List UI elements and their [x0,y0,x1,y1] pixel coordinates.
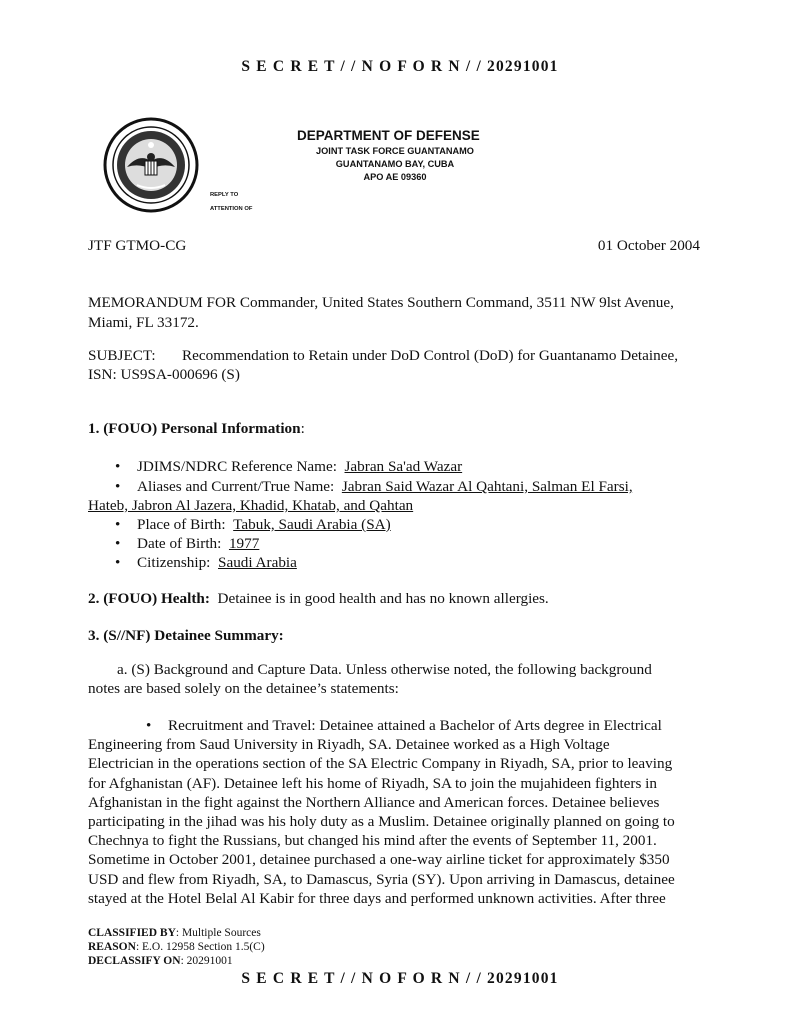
list-item: • Citizenship: Saudi Arabia [115,553,430,572]
list-item: • JDIMS/NDRC Reference Name: Jabran Sa'ad Wazar [115,458,463,475]
recruitment-paragraph [88,716,706,908]
subject-line2: ISN: US9SA-000696 (S) [88,366,240,383]
section2-heading: 2. (FOUO) Health: [88,590,210,607]
list-item: • Place of Birth: Tabuk, Saudi Arabia (SA) [115,515,415,534]
subject-label: SUBJECT: [88,347,156,364]
memo-for-line2: Miami, FL 33172. [88,314,199,331]
section2-text: Detainee is in good health and has no known allergies. [217,590,549,607]
paragraph-line: Chechnya to fight the Russians, but changed his mind after the events of September 11, 2001. [88,832,657,850]
dod-seal-icon [103,117,199,213]
section1-heading [88,420,305,438]
list-item: • Date of Birth: 1977 [115,534,429,553]
section3-subheading-a-line2: notes are based solely on the detainee’s statements: [88,680,399,697]
reference-name-value: Jabran Sa'ad Wazar [344,458,463,475]
paragraph-line: stayed at the Hotel Belal Al Kabir for three days and performed unknown activities. After three [88,889,666,907]
paragraph-line: Engineering from Saud University in Riyadh, SA. Detainee worked as a High Voltage [88,736,610,754]
paragraph-line: participating in the jihad was his holy duty as a Muslim. Detainee originally planned on going to [88,813,675,831]
declass-reason: REASON: E.O. 12958 Section 1.5(C) [88,941,265,953]
office-symbol: JTF GTMO-CG [88,237,187,254]
citizenship-value: Saudi Arabia [218,554,297,571]
letterhead-line1: JOINT TASK FORCE GUANTANAMO [316,146,474,156]
classification-banner-bottom: S E C R E T / / N O F O R N / / 20291001 [241,970,559,987]
declassify-on: DECLASSIFY ON: 20291001 [88,955,233,967]
memo-date: 01 October 2004 [597,237,700,254]
paragraph-line: Electrician in the operations section of the SA Electric Company in Riyadh, SA, prior to leaving [88,755,673,773]
aliases-continuation: Hateb, Jabron Al Jazera, Khadid, Khatab, and Qahtan [88,497,414,514]
classification-banner-top: S E C R E T / / N O F O R N / / 20291001 [241,58,559,75]
subject-line1: Recommendation to Retain under DoD Control (DoD) for Guantanamo Detainee, [182,347,678,364]
letterhead-line2: GUANTANAMO BAY, CUBA [335,159,455,169]
paragraph-line: Sometime in October 2001, detainee purchased a one-way airline ticket for approximately $350 [88,851,670,869]
memo-for-line1: MEMORANDUM FOR Commander, United States Southern Command, 3511 NW 9lst Avenue, [88,294,674,311]
section3-heading: 3. (S//NF) Detainee Summary: [88,627,284,644]
paragraph-line: USD and flew from Riyadh, SA, to Damascus, Syria (SY). Upon arriving in Damascus, detainee [88,870,675,888]
section2 [88,589,549,608]
letterhead-title: DEPARTMENT OF DEFENSE [297,128,480,143]
section1-heading-colon: : [300,420,305,437]
list-item: • Aliases and Current/True Name: Jabran Said Wazar Al Qahtani, Salman El Farsi, [115,478,633,495]
place-of-birth-value: Tabuk, Saudi Arabia (SA) [233,516,391,533]
paragraph-line: • Recruitment and Travel: Detainee attained a Bachelor of Arts degree in Electrical [146,717,662,734]
paragraph-line: Afghanistan in the fight against the Northern Alliance and American forces. Detainee believes [88,793,660,811]
reply-to-label: REPLY TO [210,192,239,198]
letterhead-line3: APO AE 09360 [363,172,427,182]
date-of-birth-value: 1977 [228,535,260,552]
paragraph-line: for Afghanistan (AF). Detainee left his home of Riyadh, SA to join the mujahideen fighters in [88,774,657,792]
classified-by: CLASSIFIED BY: Multiple Sources [88,927,261,939]
section3-subheading-a-line1: a. (S) Background and Capture Data. Unless otherwise noted, the following background [117,661,652,678]
attention-of-label: ATTENTION OF [210,206,253,212]
section1-heading-text: 1. (FOUO) Personal Information [88,420,301,437]
aliases-value: Jabran Said Wazar Al Qahtani, Salman El Farsi, [341,478,633,495]
